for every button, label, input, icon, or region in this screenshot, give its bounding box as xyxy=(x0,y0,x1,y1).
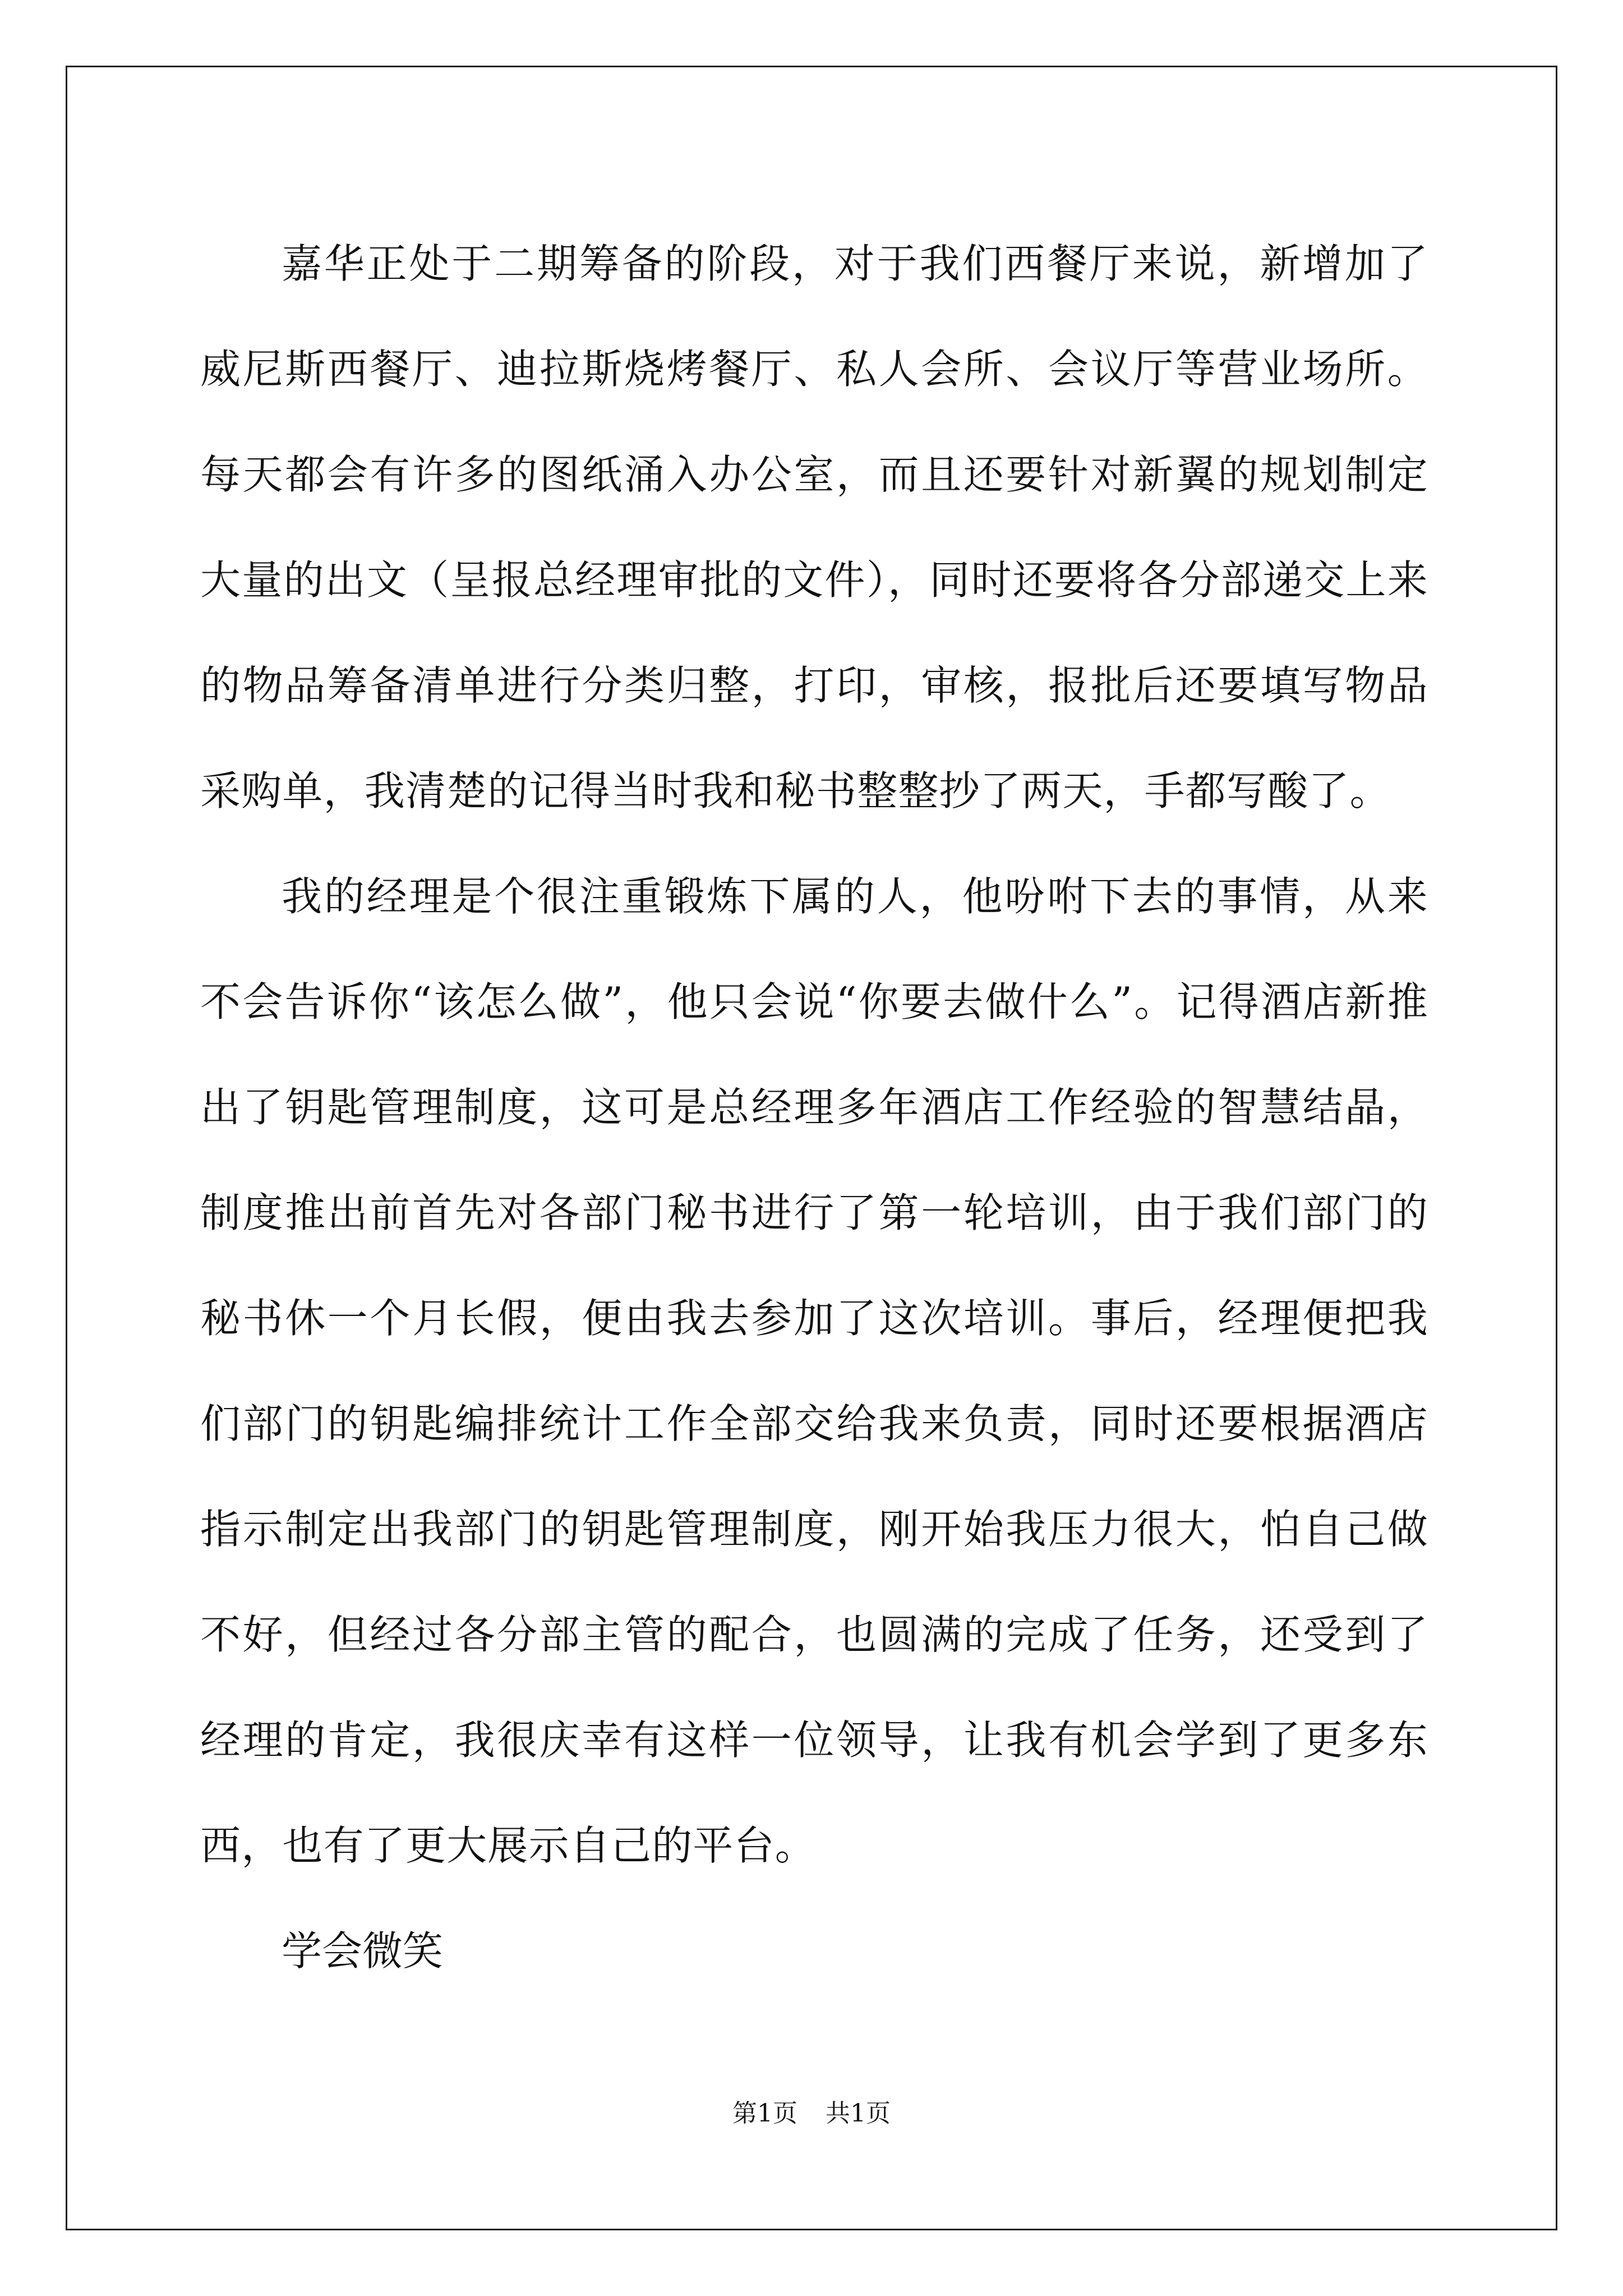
paragraph-2: 我的经理是个很注重锻炼下属的人，他吩咐下去的事情，从来不会告诉你“该怎么做”，他只会说“你要去做什么”。记得酒店新推出了钥匙管理制度，这可是总经理多年酒店工作经验的智慧结晶，制度推出前首先对各部门秘书进行了第一轮培训，由于我们部门的秘书休一个月长假，便由我去参加了这次培训。事后，经理便把我们部门的钥匙编排统计工作全部交给我来负责，同时还要根据酒店指示制定出我部门的钥匙管理制度，刚开始我压力很大，怕自己做不好，但经过各分部主管的配合，也圆满的完成了任务，还受到了经理的肯定，我很庆幸有这样一位领导，让我有机会学到了更多东西，也有了更大展示自己的平台。 xyxy=(200,873,1428,1869)
section-heading: 学会微笑 xyxy=(282,1927,444,1975)
page-footer xyxy=(0,2097,1623,2131)
page-number-current: 第1页 xyxy=(732,2099,797,2128)
paragraph-1: 嘉华正处于二期筹备的阶段，对于我们西餐厅来说，新增加了威尼斯西餐厅、迪拉斯烧烤餐厅、私人会所、会议厅等营业场所。每天都会有许多的图纸涌入办公室，而且还要针对新翼的规划制定大量的出文（呈报总经理审批的文件），同时还要将各分部递交上来的物品筹备清单进行分类归整，打印，审核，报批后还要填写物品采购单，我清楚的记得当时我和秘书整整抄了两天，手都写酸了。 xyxy=(200,240,1428,815)
document-body xyxy=(200,211,1428,2004)
page-number-total: 共1页 xyxy=(826,2099,891,2128)
